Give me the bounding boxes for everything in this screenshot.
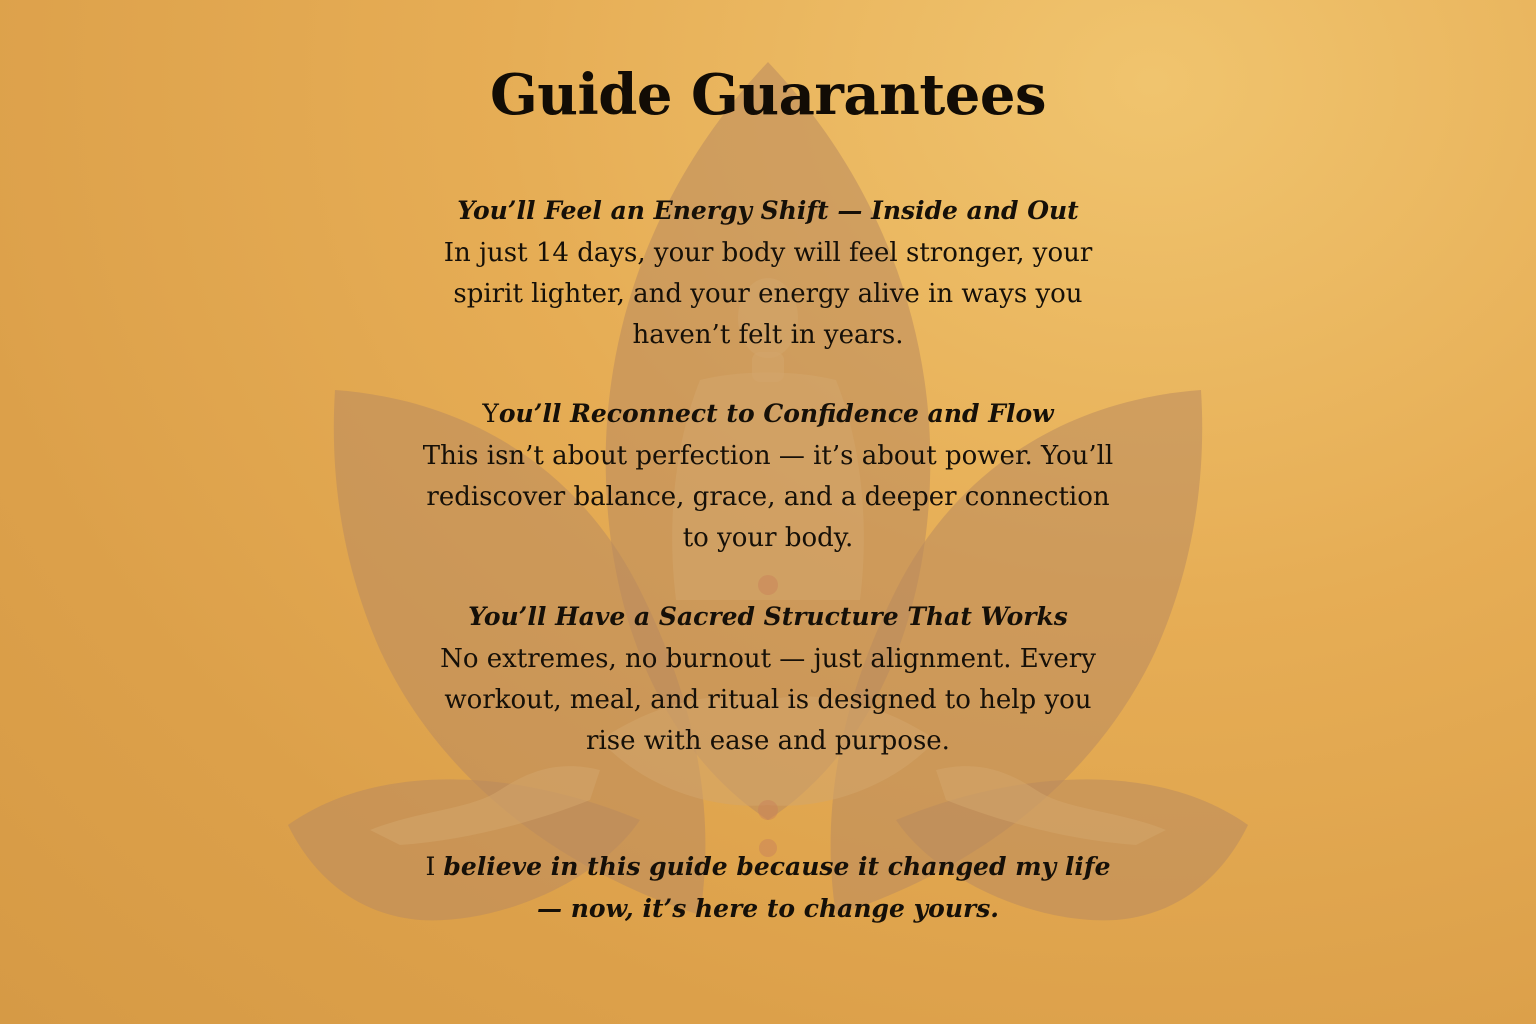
guarantee-sacred-structure — [418, 599, 1118, 762]
guarantee-heading — [418, 396, 1118, 432]
guarantee-energy-shift — [418, 193, 1118, 356]
guarantee-heading: You’ll Feel an Energy Shift — Inside and Out — [457, 196, 1079, 226]
guarantee-body: No extremes, no burnout — just alignment. Every workout, meal, and ritual is designed to help you rise with ease and purpose. — [440, 644, 1096, 757]
closing-initial: I — [425, 852, 444, 882]
closing-statement — [418, 846, 1118, 930]
guarantee-body: In just 14 days, your body will feel stronger, your spirit lighter, and your energy alive in ways you haven’t felt in years. — [443, 238, 1093, 351]
guarantee-confidence-flow — [418, 396, 1118, 559]
guarantee-heading: You’ll Have a Sacred Structure That Works — [468, 602, 1068, 632]
guarantees-content — [418, 62, 1118, 930]
heading-rest: ou’ll Reconnect to Confidence and Flow — [498, 399, 1054, 429]
heading-initial: Y — [482, 399, 499, 429]
page-title: Guide Guarantees — [489, 62, 1047, 128]
guarantee-body: This isn’t about perfection — it’s about power. You’ll rediscover balance, grace, and a deeper connection to your body. — [422, 441, 1114, 554]
closing-text: believe in this guide because it changed my life — now, it’s here to change yours. — [443, 852, 1111, 924]
